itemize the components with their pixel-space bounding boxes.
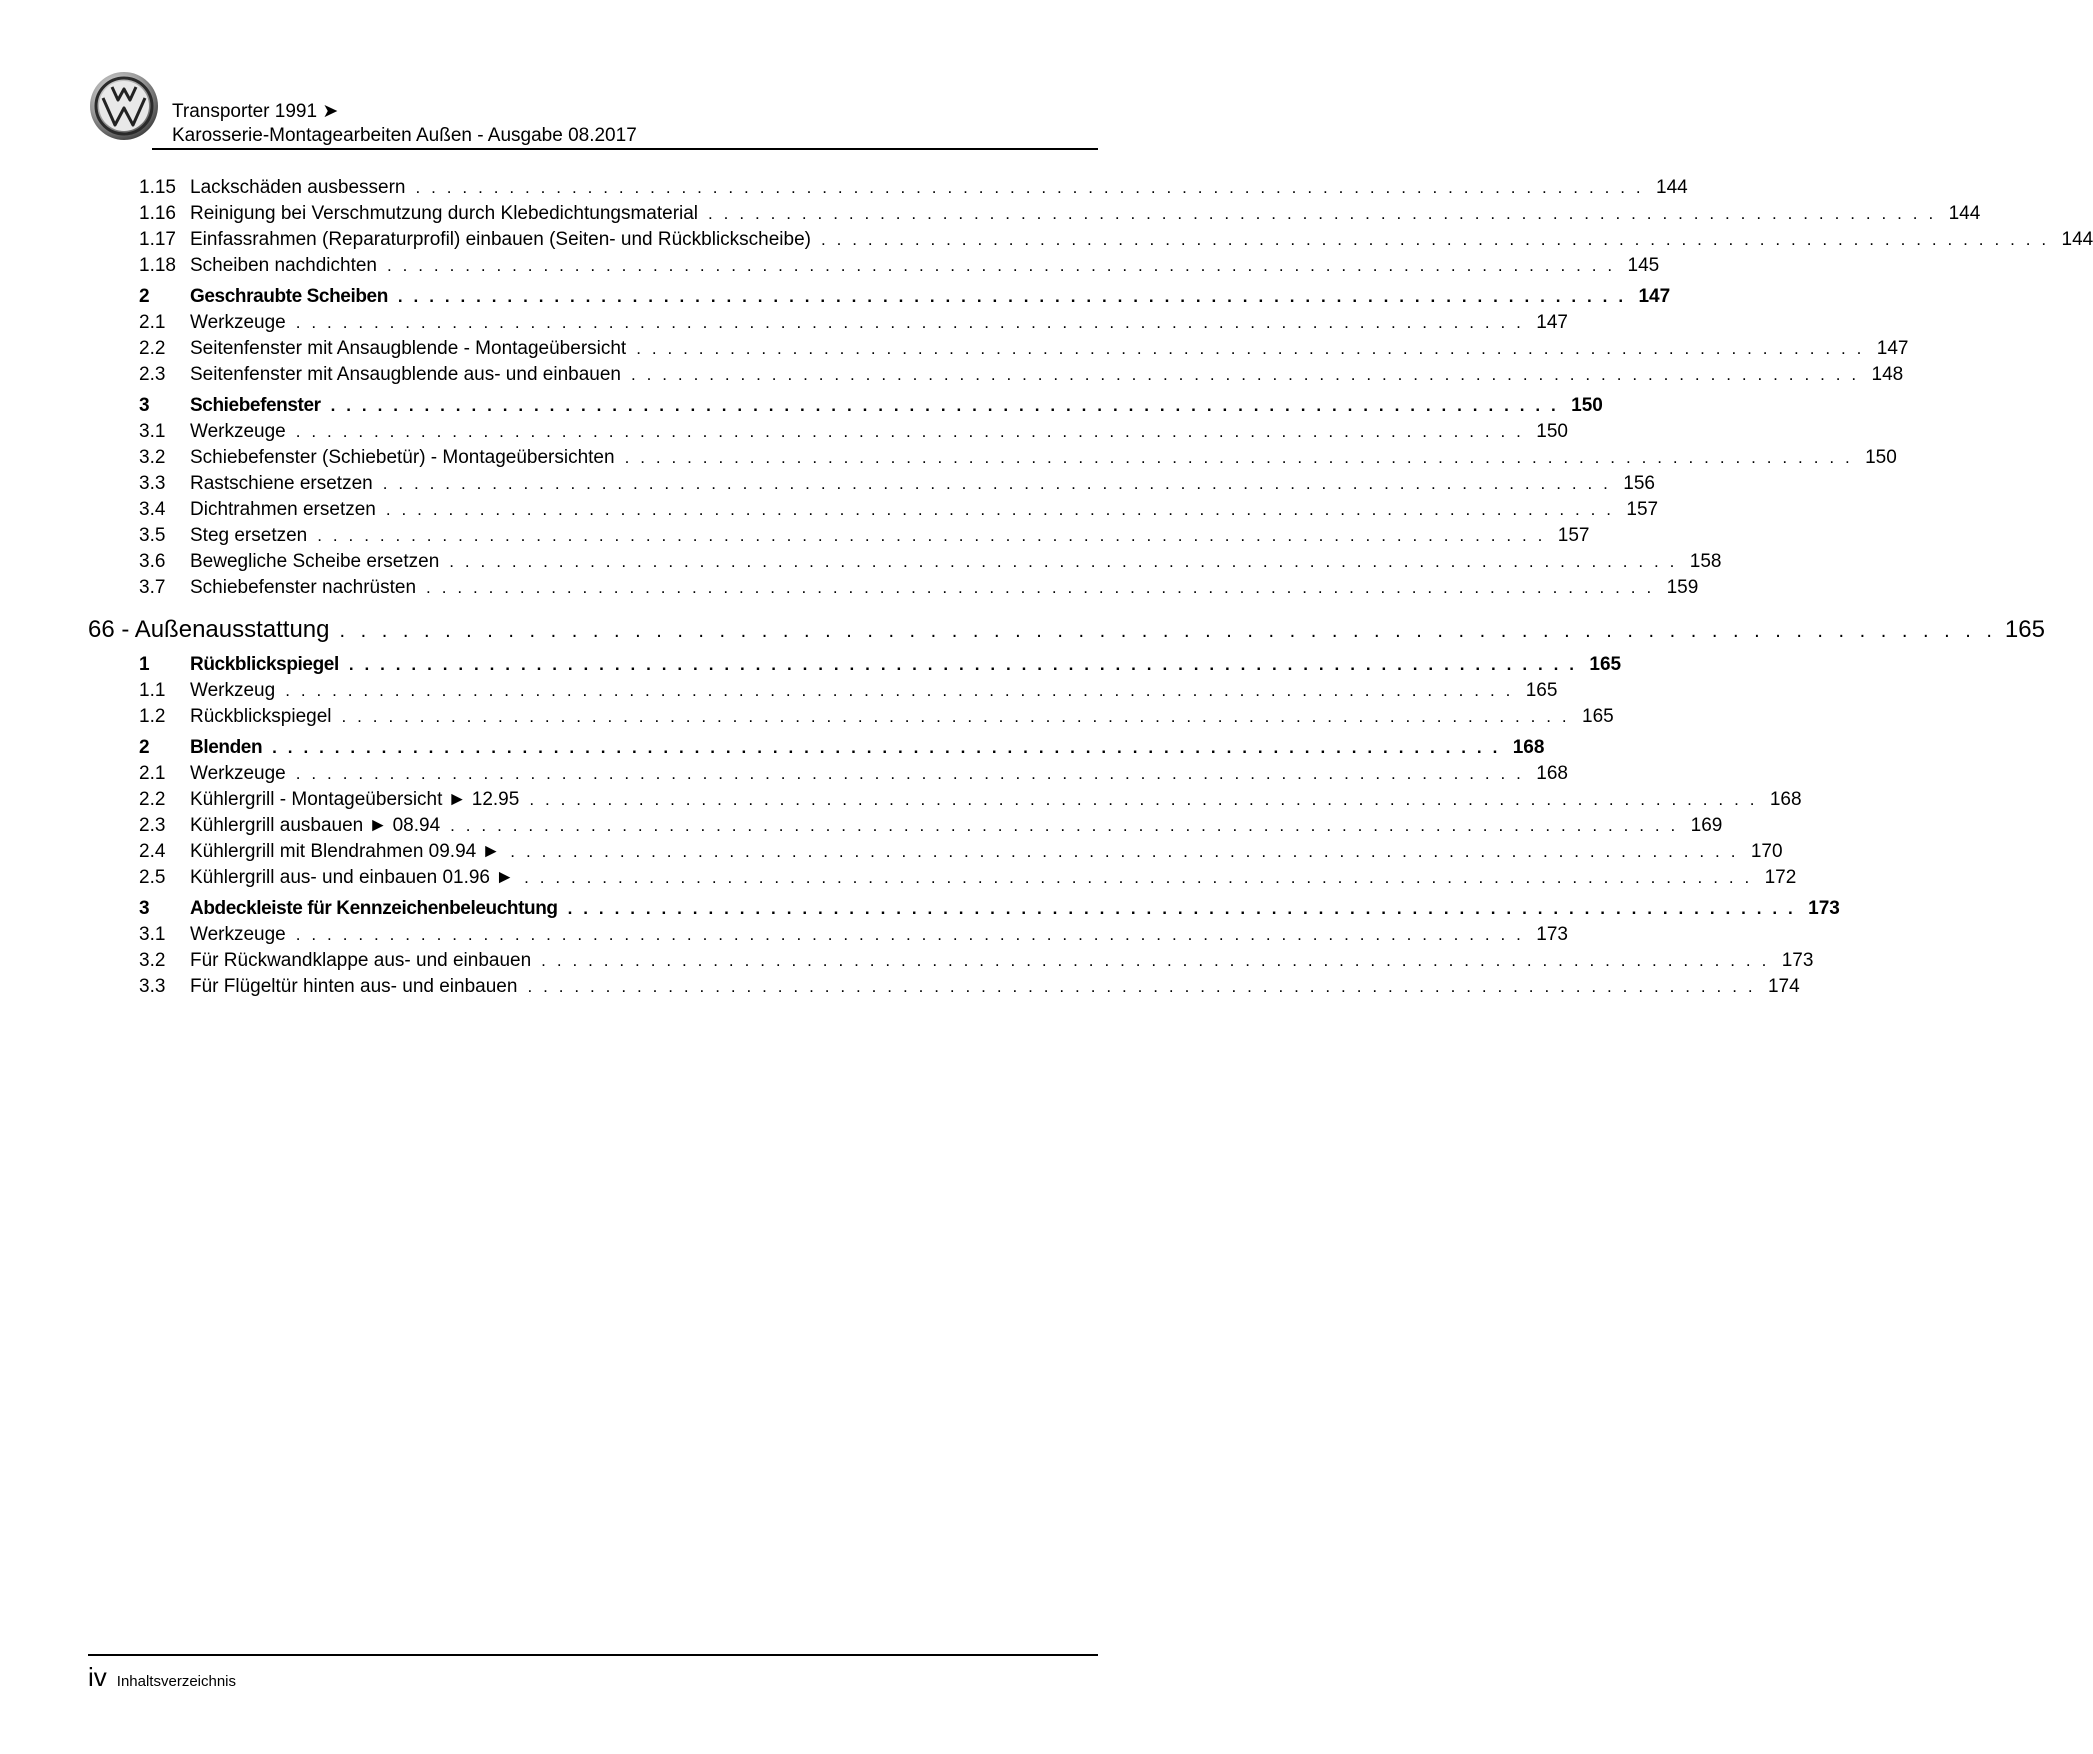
toc-page-number: 150 bbox=[1865, 447, 1897, 468]
toc-number: 3.2 bbox=[139, 950, 166, 971]
toc-page-number: 165 bbox=[1525, 680, 1558, 701]
toc-entry[interactable] bbox=[88, 497, 1659, 523]
toc-leader-dots: . . . . . . . . . . . . . . . . . . . . . . . . . . . . . . . . . . . . . . . . . . . . . . . . . . . . . . . . . . . . . . . . . . . . . . . . . . . . . . . bbox=[295, 422, 1524, 441]
toc-entry[interactable] bbox=[88, 787, 1802, 813]
toc-title: Kühlergrill aus- und einbauen 01.96 ► bbox=[190, 867, 515, 888]
toc-title: Für Rückwandklappe aus- und einbauen bbox=[190, 950, 532, 971]
toc-title: Abdeckleiste für Kennzeichenbeleuchtung bbox=[190, 898, 558, 919]
toc-entry[interactable] bbox=[88, 922, 1568, 948]
toc-leader-dots: . . . . . . . . . . . . . . . . . . . . . . . . . . . . . . . . . . . . . . . . . . . . . . . . . . . . . . . . . . . . . . . . . . . . . . . . . . . . . . . bbox=[382, 474, 1611, 493]
toc-page-number: 144 bbox=[1948, 203, 1981, 224]
page-footer bbox=[88, 1662, 236, 1693]
toc-number: 2.4 bbox=[139, 841, 166, 862]
toc-page-number: 165 bbox=[2004, 616, 2045, 643]
toc-entry[interactable] bbox=[88, 419, 1568, 445]
toc-page-number: 168 bbox=[1536, 763, 1568, 784]
toc-leader-dots: . . . . . . . . . . . . . . . . . . . . . . . . . . . . . . . . . . . . . . . . . . . . . . . . . . . . . . . . . . . . . . . . . . . . . . . . . . . . . . . bbox=[330, 396, 1559, 415]
toc-number: 1 bbox=[139, 654, 150, 675]
toc-page-number: 170 bbox=[1750, 841, 1783, 862]
toc-page-number: 148 bbox=[1871, 364, 1904, 385]
toc-leader-dots: . . . . . . . . . . . . . . . . . . . . . . . . . . . . . . . . . . . . . . . . . . . . . . . . . . . . . . . . . . . . . . . . . . . . . . . . . . . . . . . bbox=[397, 287, 1627, 306]
toc-title: Seitenfenster mit Ansaugblende aus- und einbauen bbox=[190, 364, 621, 385]
toc-title: Rückblickspiegel bbox=[190, 654, 339, 675]
toc-number: 1.17 bbox=[139, 229, 176, 250]
toc-page-number: 168 bbox=[1512, 737, 1545, 758]
toc-number: 2.2 bbox=[139, 338, 166, 359]
toc-section[interactable] bbox=[88, 735, 1545, 761]
toc-entry[interactable] bbox=[88, 201, 1981, 227]
toc-entry[interactable] bbox=[88, 549, 1722, 575]
toc-title: Scheiben nachdichten bbox=[190, 255, 377, 276]
toc-title: Bewegliche Scheibe ersetzen bbox=[190, 551, 440, 572]
toc-page-number: 147 bbox=[1638, 286, 1671, 307]
toc-leader-dots: . . . . . . . . . . . . . . . . . . . . . . . . . . . . . . . . . . . . . . . . . . . . . . . . . . . . . . . . . . . . . . . . . . . . . . . . . . . . . . . bbox=[449, 552, 1678, 571]
toc-title: Für Flügeltür hinten aus- und einbauen bbox=[190, 976, 518, 997]
toc-page-number: 158 bbox=[1689, 551, 1722, 572]
toc-section[interactable] bbox=[88, 284, 1671, 310]
toc-entry[interactable] bbox=[88, 704, 1614, 730]
toc-title: Schiebefenster nachrüsten bbox=[190, 577, 417, 598]
toc-entry[interactable] bbox=[88, 678, 1558, 704]
toc-page-number: 150 bbox=[1536, 421, 1568, 442]
toc-number: 1.1 bbox=[139, 680, 166, 701]
toc-page-number: 173 bbox=[1781, 950, 1814, 971]
toc-page-number: 165 bbox=[1589, 654, 1622, 675]
toc-entry[interactable] bbox=[88, 865, 1797, 891]
toc-number: 2.5 bbox=[139, 867, 166, 888]
toc-title: Werkzeuge bbox=[190, 924, 286, 945]
toc-leader-dots: . . . . . . . . . . . . . . . . . . . . . . . . . . . . . . . . . . . . . . . . . . . . . . . . . . . . . . . . . . . . . . . . . . . . . . . . . . . . . . . bbox=[567, 899, 1796, 918]
header-rule bbox=[152, 148, 1098, 150]
toc-page-number: 172 bbox=[1764, 867, 1797, 888]
toc-page-number: 144 bbox=[1656, 177, 1688, 198]
toc-leader-dots: . . . . . . . . . . . . . . . . . . . . . . . . . . . . . . . . . . . . . . . . . . . . . . . . . . . . . . . . . . . . . . . . . . . . . . . . . . . . . . . bbox=[529, 790, 1758, 809]
toc-title: Kühlergrill - Montageübersicht ► 12.95 bbox=[190, 789, 520, 810]
toc-number: 1.2 bbox=[139, 706, 166, 727]
toc-title: Werkzeuge bbox=[190, 421, 286, 442]
toc-page-number: 150 bbox=[1571, 395, 1603, 416]
toc-title: Einfassrahmen (Reparaturprofil) einbauen (Seiten- und Rückblickscheibe) bbox=[190, 229, 811, 250]
toc-page-number: 174 bbox=[1767, 976, 1800, 997]
toc-title: Schiebefenster (Schiebetür) - Montageübersichten bbox=[190, 447, 615, 468]
toc-entry[interactable] bbox=[88, 839, 1783, 865]
table-of-contents bbox=[88, 175, 2093, 1000]
footer-rule bbox=[88, 1654, 1098, 1656]
header-title bbox=[172, 100, 637, 148]
toc-section[interactable] bbox=[88, 896, 1840, 922]
toc-leader-dots: . . . . . . . . . . . . . . . . . . . . . . . . . . . . . . . . . . . . . . . . . . . . . . . . . . . . . . . . . . . . . . . . . . . . . . . . . . . . . . . bbox=[624, 448, 1853, 467]
toc-section[interactable] bbox=[88, 652, 1622, 678]
toc-entry[interactable] bbox=[88, 175, 1688, 201]
toc-title: Rastschiene ersetzen bbox=[190, 473, 373, 494]
toc-page-number: 165 bbox=[1582, 706, 1614, 727]
toc-section[interactable] bbox=[88, 393, 1603, 419]
toc-title: Werkzeuge bbox=[190, 763, 286, 784]
toc-leader-dots: . . . . . . . . . . . . . . . . . . . . . . . . . . . . . . . . . . . . . . . . . . . . . . . . . . . . . . . . . . . . . . . . . . . . . . . . . . . . . . . bbox=[636, 339, 1865, 358]
toc-number: 3 bbox=[139, 898, 150, 919]
toc-entry[interactable] bbox=[88, 523, 1590, 549]
toc-page-number: 159 bbox=[1666, 577, 1699, 598]
toc-leader-dots: . . . . . . . . . . . . . . . . . . . . . . . . . . . . . . . . . . . . . . . . . . . . . . . . . . . . . . . . . . . . . . . . . . . . . . . . . . . . . . . bbox=[385, 500, 1615, 519]
toc-number: 3.2 bbox=[139, 447, 166, 468]
toc-leader-dots: . . . . . . . . . . . . . . . . . . . . . . . . . . . . . . . . . . . . . . . . . . . . . . . . . . . . . . . . . . . . . . . . . . . . . . . . . . . . . . . bbox=[285, 681, 1514, 700]
toc-page-number: 173 bbox=[1808, 898, 1840, 919]
toc-leader-dots: . . . . . . . . . . . . . . . . . . . . . . . . . . . . . . . . . . . . . . . . . . . . . . . . . . . . . . . . . . . . . . . . . . . . . . . . . . . . . . . bbox=[272, 738, 1501, 757]
toc-page-number: 147 bbox=[1536, 312, 1568, 333]
toc-page-number: 147 bbox=[1876, 338, 1909, 359]
toc-leader-dots: . . . . . . . . . . . . . . . . . . . . . . . . . . . . . . . . . . . . . . . . . . . . . . . . . . . . . . . . . . . . . . . . . . . . . . . . . . . . . . . bbox=[524, 868, 1753, 887]
toc-number: 2 bbox=[139, 737, 150, 758]
toc-page-number: 173 bbox=[1536, 924, 1568, 945]
toc-number: 2.2 bbox=[139, 789, 166, 810]
footer-label: Inhaltsverzeichnis bbox=[116, 1673, 237, 1690]
toc-number: 3.5 bbox=[139, 525, 166, 546]
toc-title: Seitenfenster mit Ansaugblende - Montageübersicht bbox=[190, 338, 627, 359]
toc-number: 1.18 bbox=[139, 255, 176, 276]
toc-title: Dichtrahmen ersetzen bbox=[190, 499, 376, 520]
toc-title: Geschraubte Scheiben bbox=[190, 286, 388, 307]
toc-title: Blenden bbox=[190, 737, 263, 758]
toc-entry[interactable] bbox=[88, 974, 1800, 1000]
toc-chapter[interactable] bbox=[88, 613, 2045, 647]
toc-number: 3.3 bbox=[139, 976, 166, 997]
toc-page-number: 145 bbox=[1627, 255, 1660, 276]
toc-leader-dots: . . . . . . . . . . . . . . . . . . . . . . . . . . . . . . . . . . . . . . . . . . . . . . . . . . . . . . . . . . . . . . . . . . . . . . . . . . . . . . . bbox=[510, 842, 1739, 861]
toc-number: 3.1 bbox=[139, 421, 166, 442]
toc-number: 3.3 bbox=[139, 473, 166, 494]
toc-entry[interactable] bbox=[88, 813, 1723, 839]
toc-page-number: 169 bbox=[1690, 815, 1723, 836]
toc-title: Steg ersetzen bbox=[190, 525, 308, 546]
toc-title: Schiebefenster bbox=[190, 395, 321, 416]
toc-entry[interactable] bbox=[88, 362, 1904, 388]
toc-leader-dots: . . . . . . . . . . . . . . . . . . . . . . . . . . . . . . . . . . . . . . . . . . . . . . . . . . . . . . . . . . . . . . . . . . . . . . . . . . . . . . . bbox=[295, 925, 1524, 944]
page-header bbox=[88, 70, 1098, 150]
toc-entry[interactable] bbox=[88, 445, 1897, 471]
toc-number: 3.1 bbox=[139, 924, 166, 945]
toc-page-number: 157 bbox=[1557, 525, 1590, 546]
toc-title: 66 - Außenausstattung bbox=[88, 616, 330, 643]
toc-leader-dots: . . . . . . . . . . . . . . . . . . . . . . . . . . . . . . . . . . . . . . . . . . . . . . . . . . . . . . . . . . . . . . . . . . . . . . . . . . . . . . . bbox=[541, 951, 1770, 970]
toc-entry[interactable] bbox=[88, 227, 2093, 253]
toc-entry[interactable] bbox=[88, 761, 1568, 787]
toc-leader-dots: . . . . . . . . . . . . . . . . . . . . . . . . . . . . . . . . . . . . . . . . . . . . . . . . . . . . . . . . . . . . . . . . . . . . . . . . . . . . . . . bbox=[341, 707, 1570, 726]
toc-number: 2.1 bbox=[139, 763, 166, 784]
toc-leader-dots: . . . . . . . . . . . . . . . . . . . . . . . . . . . . . . . . . . . . . . . . . . . . . . . . . . . . . . . . . . . . . . . . . . . . . . . . . . . . . . . bbox=[630, 365, 1860, 384]
toc-title: Kühlergrill ausbauen ► 08.94 bbox=[190, 815, 441, 836]
toc-title: Reinigung bei Verschmutzung durch Klebedichtungsmaterial bbox=[190, 203, 699, 224]
header-line-2: Karosserie-Montagearbeiten Außen - Ausgabe 08.2017 bbox=[172, 125, 637, 146]
toc-title: Werkzeug bbox=[190, 680, 276, 701]
toc-entry[interactable] bbox=[88, 336, 1909, 362]
toc-leader-dots: . . . . . . . . . . . . . . . . . . . . . . . . . . . . . . . . . . . . . . . . . . . . . . . . . . . . . . . . . . . . . . . . . . . . . . . . . . . . . . . bbox=[820, 230, 2050, 249]
toc-number: 1.16 bbox=[139, 203, 176, 224]
toc-page-number: 156 bbox=[1623, 473, 1655, 494]
toc-title: Werkzeuge bbox=[190, 312, 286, 333]
toc-title: Lackschäden ausbessern bbox=[190, 177, 406, 198]
toc-leader-dots: . . . . . . . . . . . . . . . . . . . . . . . . . . . . . . . . . . . . . . . . . . . . . . . . . . . . . . . . . . . . . . . . . . . . . . . . . . . . . . . bbox=[415, 178, 1644, 197]
footer-page-number: iv bbox=[88, 1662, 107, 1692]
toc-number: 2.1 bbox=[139, 312, 166, 333]
toc-number: 3.7 bbox=[139, 577, 166, 598]
toc-leader-dots: . . . . . . . . . . . . . . . . . . . . . . . . . . . . . . . . . . . . . . . . . . . . . . . . . . . . . . . . . . . . . . . . . . . . . . . . . . . . . . . bbox=[450, 816, 1679, 835]
toc-number: 2 bbox=[139, 286, 150, 307]
toc-leader-dots: . . . . . . . . . . . . . . . . . . . . . . . . . . . . . . . . . . . . . . . . . . . . . . . . . . . . . . . . . . . . . . . . . . . . . . . . . . . . . . . bbox=[339, 620, 1997, 642]
toc-leader-dots: . . . . . . . . . . . . . . . . . . . . . . . . . . . . . . . . . . . . . . . . . . . . . . . . . . . . . . . . . . . . . . . . . . . . . . . . . . . . . . . bbox=[426, 578, 1655, 597]
toc-entry[interactable] bbox=[88, 471, 1655, 497]
toc-number: 2.3 bbox=[139, 364, 166, 385]
toc-page-number: 157 bbox=[1626, 499, 1659, 520]
toc-entry[interactable] bbox=[88, 310, 1568, 336]
toc-number: 2.3 bbox=[139, 815, 166, 836]
toc-number: 3.4 bbox=[139, 499, 166, 520]
toc-title: Rückblickspiegel bbox=[190, 706, 332, 727]
toc-leader-dots: . . . . . . . . . . . . . . . . . . . . . . . . . . . . . . . . . . . . . . . . . . . . . . . . . . . . . . . . . . . . . . . . . . . . . . . . . . . . . . . bbox=[708, 204, 1937, 223]
toc-leader-dots: . . . . . . . . . . . . . . . . . . . . . . . . . . . . . . . . . . . . . . . . . . . . . . . . . . . . . . . . . . . . . . . . . . . . . . . . . . . . . . . bbox=[527, 977, 1756, 996]
toc-leader-dots: . . . . . . . . . . . . . . . . . . . . . . . . . . . . . . . . . . . . . . . . . . . . . . . . . . . . . . . . . . . . . . . . . . . . . . . . . . . . . . . bbox=[348, 655, 1578, 674]
toc-leader-dots: . . . . . . . . . . . . . . . . . . . . . . . . . . . . . . . . . . . . . . . . . . . . . . . . . . . . . . . . . . . . . . . . . . . . . . . . . . . . . . . bbox=[386, 256, 1616, 275]
toc-entry[interactable] bbox=[88, 948, 1814, 974]
vw-logo-icon bbox=[88, 70, 160, 142]
toc-number: 3 bbox=[139, 395, 150, 416]
toc-number: 3.6 bbox=[139, 551, 166, 572]
header-line-1: Transporter 1991 ➤ bbox=[172, 101, 339, 122]
toc-entry[interactable] bbox=[88, 575, 1699, 601]
toc-entry[interactable] bbox=[88, 253, 1660, 279]
toc-number: 1.15 bbox=[139, 177, 176, 198]
toc-leader-dots: . . . . . . . . . . . . . . . . . . . . . . . . . . . . . . . . . . . . . . . . . . . . . . . . . . . . . . . . . . . . . . . . . . . . . . . . . . . . . . . bbox=[317, 526, 1546, 545]
toc-page-number: 168 bbox=[1769, 789, 1802, 810]
toc-title: Kühlergrill mit Blendrahmen 09.94 ► bbox=[190, 841, 501, 862]
toc-leader-dots: . . . . . . . . . . . . . . . . . . . . . . . . . . . . . . . . . . . . . . . . . . . . . . . . . . . . . . . . . . . . . . . . . . . . . . . . . . . . . . . bbox=[295, 313, 1524, 332]
toc-page-number: 144 bbox=[2061, 229, 2093, 250]
toc-leader-dots: . . . . . . . . . . . . . . . . . . . . . . . . . . . . . . . . . . . . . . . . . . . . . . . . . . . . . . . . . . . . . . . . . . . . . . . . . . . . . . . bbox=[295, 764, 1524, 783]
